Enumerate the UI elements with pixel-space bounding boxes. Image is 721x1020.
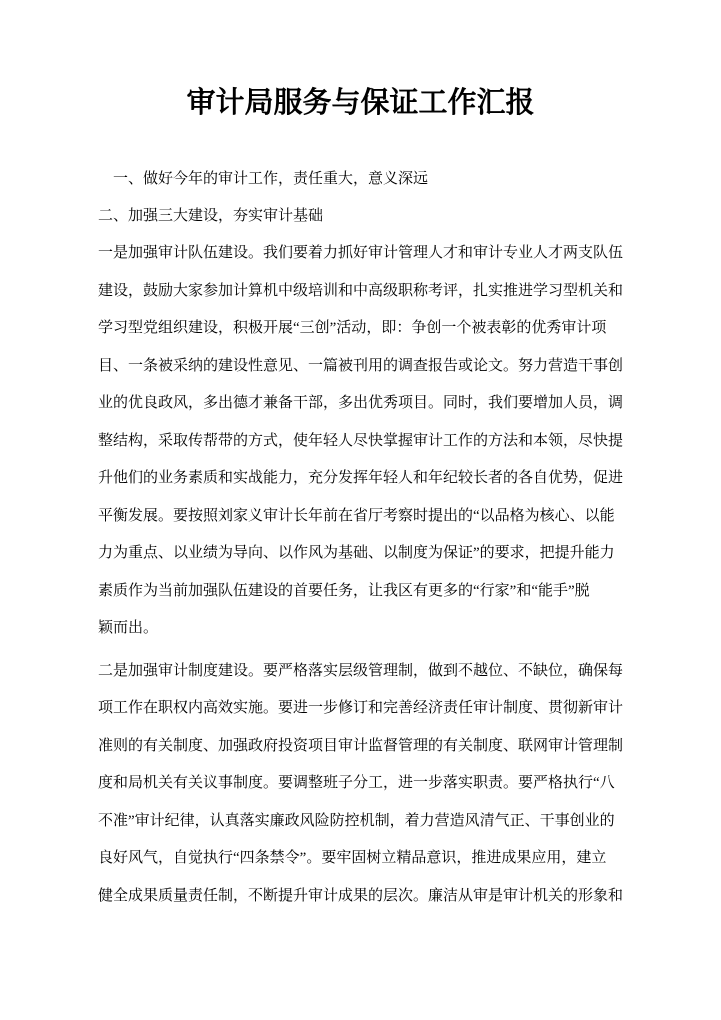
document-title: 审计局服务与保证工作汇报: [186, 87, 535, 119]
text-line: 平衡发展。要按照刘家义审计长年前在省厅考察时提出的“以品格为核心、以能: [98, 507, 615, 524]
text-line: 一是加强审计队伍建设。我们要着力抓好审计管理人才和审计专业人才两支队伍: [98, 245, 624, 261]
paragraph-2: [98, 653, 623, 916]
text-line: 建设，鼓励大家参加计算机中级培训和中高级职称考评，扎实推进学习型机关和: [98, 282, 624, 299]
paragraph-1: [98, 235, 623, 648]
text-line: 力为重点、以业绩为导向、以作风为基础、以制度为保证”的要求，把提升能力: [98, 545, 615, 561]
text-line: 整结构，采取传帮带的方式，使年轻人尽快掌握审计工作的方法和本领，尽快提: [98, 432, 624, 449]
text-line: 健全成果质量责任制，不断提升审计成果的层次。廉洁从审是审计机关的形象和: [98, 887, 624, 904]
text-line: 素质作为当前加强队伍建设的首要任务，让我区有更多的“行家”和“能手”脱: [98, 582, 590, 599]
text-line: 二是加强审计制度建设。要严格落实层级管理制，做到不越位、不缺位，确保每: [98, 662, 624, 679]
text-line: 升他们的业务素质和实战能力，充分发挥年轻人和年纪较长者的各自优势，促进: [98, 470, 624, 486]
text-line: 度和局机关有关议事制度。要调整班子分工，进一步落实职责。要严格执行“八: [98, 775, 615, 791]
text-line: 颖而出。: [98, 620, 159, 636]
text-line: 项工作在职权内高效实施。要进一步修订和完善经济责任审计制度、贯彻新审计: [98, 700, 624, 716]
text-line: 良好风气，自觉执行“四条禁令”。要牢固树立精品意识，推进成果应用，建立: [98, 850, 607, 866]
text-line: 学习型党组织建设，积极开展“三创”活动，即：争创一个被表彰的优秀审计项: [98, 320, 607, 336]
text-line: 目、一条被采纳的建设性意见、一篇被刊用的调查报告或论文。努力营造干事创: [98, 357, 624, 374]
heading-2: 二、加强三大建设，夯实审计基础: [98, 208, 324, 224]
text-line: 不准”审计纪律，认真落实廉政风险防控机制，着力营造风清气正、干事创业的: [98, 812, 615, 829]
text-line: 业的优良政风，多出德才兼备干部，多出优秀项目。同时，我们要增加人员，调: [98, 395, 624, 411]
heading-1: 一、做好今年的审计工作，责任重大，意义深远: [113, 171, 429, 187]
text-line: 准则的有关制度、加强政府投资项目审计监督管理的有关制度、联网审计管理制: [98, 737, 624, 754]
